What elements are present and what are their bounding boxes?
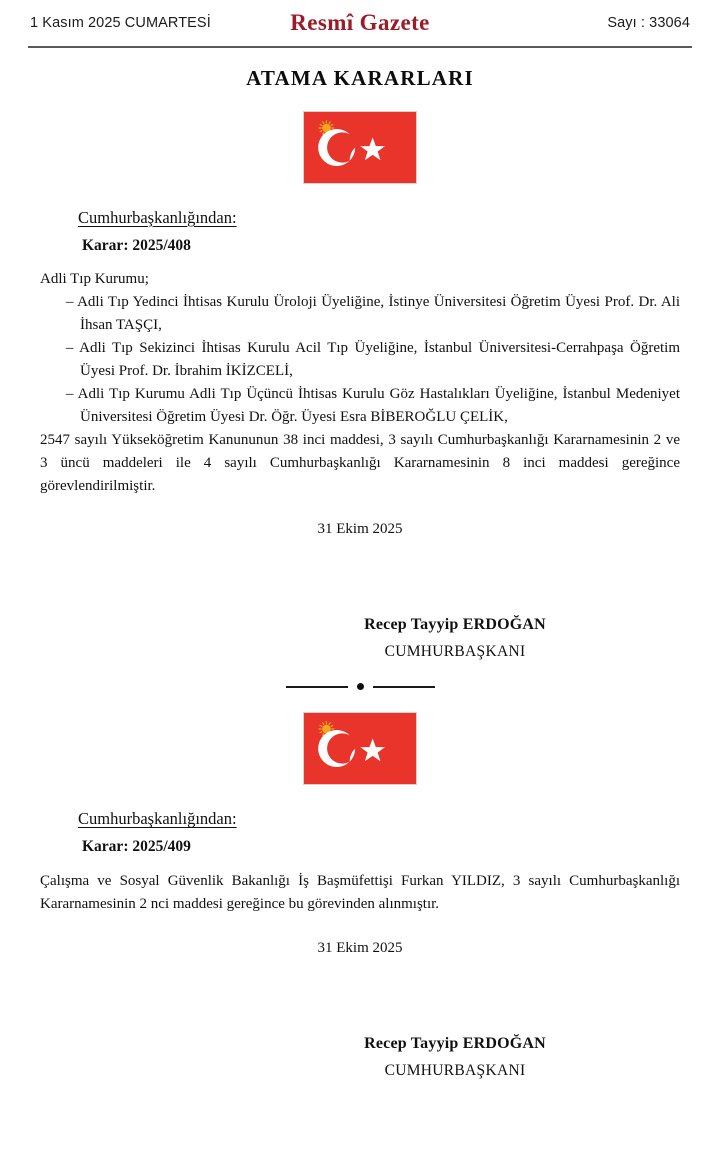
signatory-title-2: CUMHURBAŞKANI <box>384 1061 526 1079</box>
list-item: – Adli Tıp Sekizinci İhtisas Kurulu Acil Tıp Üyeliğine, İstanbul Üniversitesi-Cerrahpaşa Öğretim Üyesi Prof. Dr. İbrahim İKİZCELİ, <box>66 340 680 379</box>
turkish-flag-icon <box>303 111 417 184</box>
decree-body-2: Çalışma ve Sosyal Güvenlik Bakanlığı İş Başmüfettişi Furkan YILDIZ, 3 sayılı Cumhurbaşkanlığı Kararnamesinin 2 nci maddesi gereğince bu görevinden alınmıştır. <box>40 873 680 913</box>
section-separator <box>0 683 720 690</box>
turkish-flag-icon <box>303 712 417 785</box>
decree-closing-1: 2547 sayılı Yükseköğretim Kanununun 38 inci maddesi, 3 sayılı Cumhurbaşkanlığı Kararnamesinin 2 ve 3 üncü maddeleri ile 4 sayılı Cumhurbaşkanlığı Kararnamesinin 8 inci maddesi gereğince görevlendirilmiştir. <box>40 432 680 494</box>
appointment-list-1 <box>40 291 680 428</box>
signatory-name-1: Recep Tayyip ERDOĞAN <box>364 616 546 634</box>
masthead-date: 1 Kasım 2025 CUMARTESİ <box>30 15 211 31</box>
page-title: ATAMA KARARLARI <box>246 66 474 90</box>
decree-number-1: Karar: 2025/408 <box>82 237 191 254</box>
list-item: – Adli Tıp Yedinci İhtisas Kurulu Üroloji Üyeliğine, İstinye Üniversitesi Öğretim Üyesi Prof. Dr. Ali İhsan TAŞÇI, <box>66 294 680 333</box>
flag-container-1 <box>0 111 720 184</box>
decree-source-label-1: Cumhurbaşkanlığından: <box>78 208 237 227</box>
decree-source-label-2: Cumhurbaşkanlığından: <box>78 809 237 829</box>
decree-block-1 <box>40 208 680 661</box>
signature-block-1 <box>230 616 680 661</box>
decree-date-2: 31 Ekim 2025 <box>317 939 403 956</box>
list-item: – Adli Tıp Kurumu Adli Tıp Üçüncü İhtisas Kurulu Göz Hastalıkları Üyeliğine, İstanbul Medeniyet Üniversitesi Öğretim Üyesi Dr. Öğr. Üyesi Esra BİBEROĞLU ÇELİK, <box>66 386 680 425</box>
masthead-divider <box>28 46 692 48</box>
decree-lead-1: Adli Tıp Kurumu; <box>40 271 149 287</box>
flag-container-2 <box>0 712 720 785</box>
separator-dot-icon <box>357 683 364 690</box>
decree-number-2: Karar: 2025/409 <box>82 838 191 856</box>
decree-block-2 <box>40 809 680 1080</box>
decree-date-1: 31 Ekim 2025 <box>317 521 403 538</box>
masthead-issue-number: Sayı : 33064 <box>607 15 690 31</box>
signatory-name-2: Recep Tayyip ERDOĞAN <box>364 1034 546 1052</box>
separator-bar-left <box>286 686 348 688</box>
signature-block-2 <box>230 1035 680 1080</box>
masthead <box>28 0 692 46</box>
signatory-title-1: CUMHURBAŞKANI <box>384 643 526 661</box>
separator-bar-right <box>373 686 435 688</box>
masthead-title: Resmî Gazete <box>290 10 430 35</box>
